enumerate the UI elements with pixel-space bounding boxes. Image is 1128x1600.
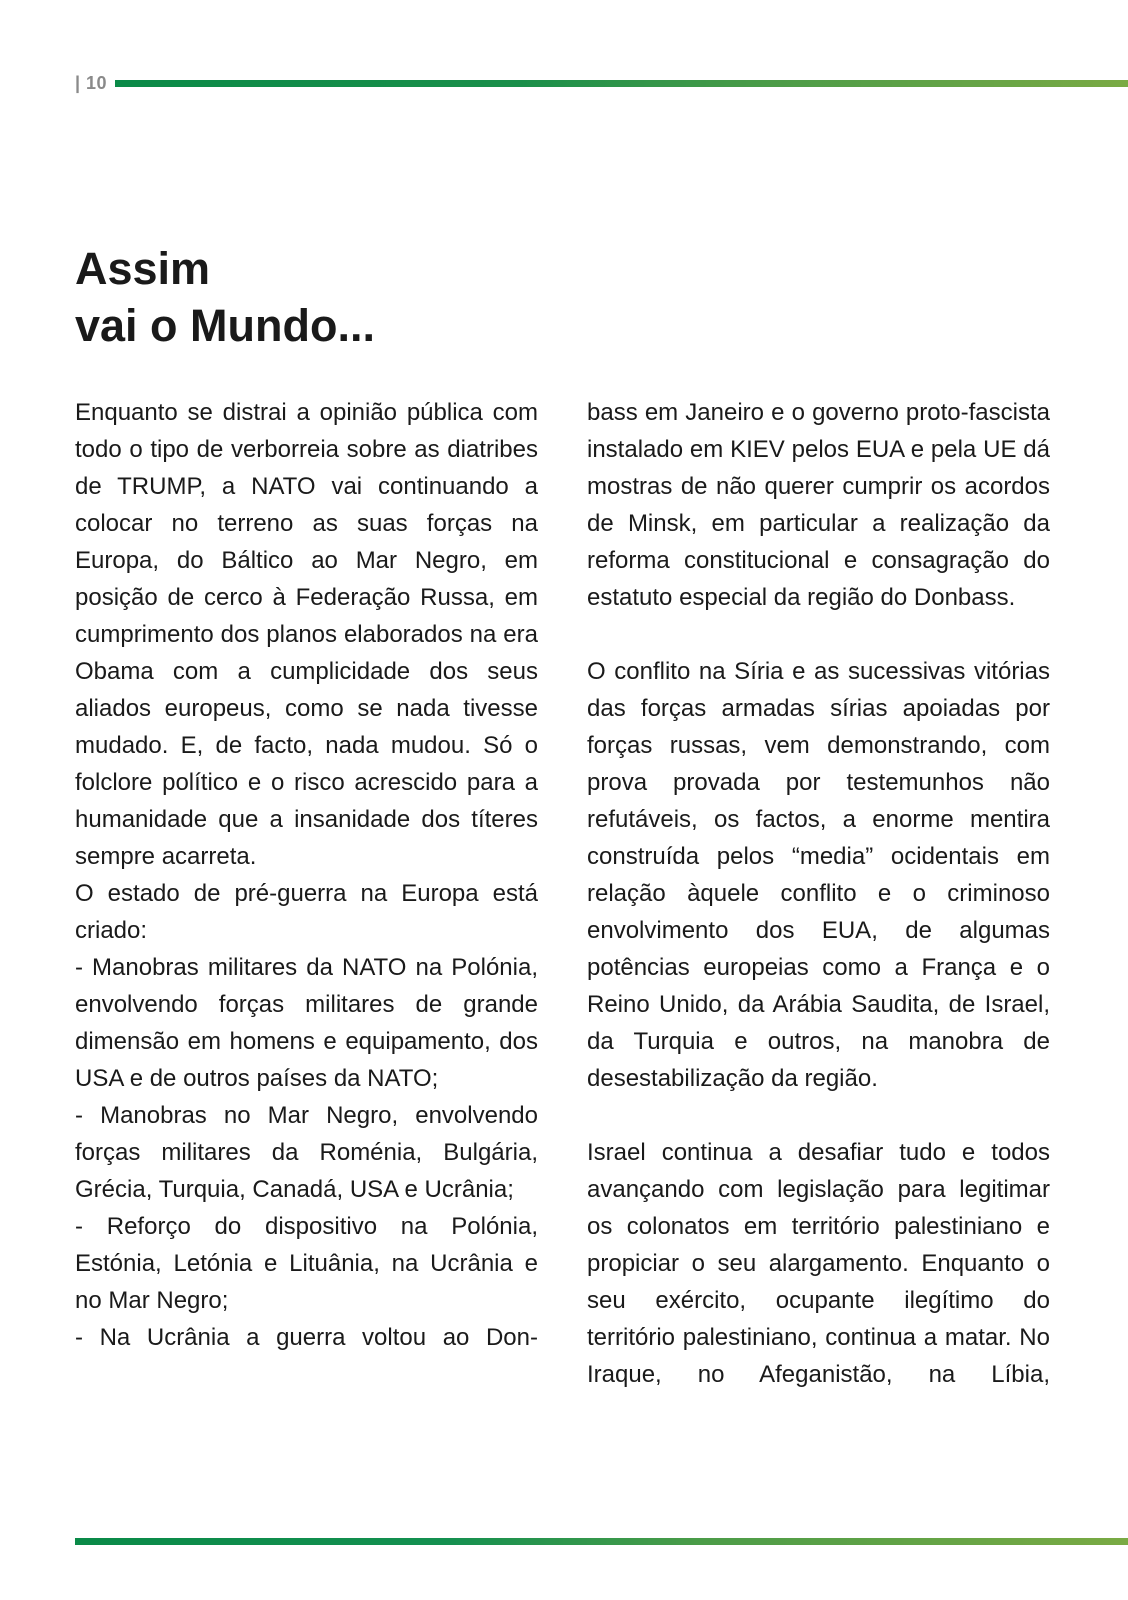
article-title-line-1: Assim: [75, 243, 211, 294]
paragraph: Israel continua a desafiar tudo e todos avançando com legislação para legitimar os colonatos em território palestiniano e propiciar o seu alargamento. Enquanto o seu exército, ocupante ilegítimo do território palestiniano, continua a matar. No Iraque, no Afeganistão, na Líbia,: [587, 1139, 1050, 1388]
paragraph: bass em Janeiro e o governo proto-fascista instalado em KIEV pelos EUA e pela UE dá mostras de não querer cumprir os acordos de Minsk, em particular a realização da reforma constitucional e consagração do estatuto especial da região do Donbass.: [587, 399, 1050, 611]
list-item: - Reforço do dispositivo na Polónia, Estónia, Letónia e Lituânia, na Ucrânia e no Mar Negro;: [75, 1213, 538, 1314]
paragraph: O estado de pré-guerra na Europa está criado:: [75, 880, 538, 944]
header-divider-bar: [115, 80, 1128, 87]
article-title-line-2: vai o Mundo...: [75, 300, 375, 351]
paragraph: Enquanto se distrai a opinião pública com todo o tipo de verborreia sobre as diatribes de TRUMP, a NATO vai continuando a colocar no terreno as suas forças na Europa, do Báltico ao Mar Negro, em posição de cerco à Federação Russa, em cumprimento dos planos elaborados na era Obama com a cumplicidade dos seus aliados europeus, como se nada tivesse mudado. E, de facto, nada mudou. Só o folclore político e o risco acrescido para a humanidade que a insanidade dos títeres sempre acarreta.: [75, 399, 538, 870]
left-text-column: [75, 394, 538, 1356]
footer-divider-bar: [75, 1538, 1128, 1545]
article-title: [75, 240, 375, 354]
list-item: - Na Ucrânia a guerra voltou ao Don-: [75, 1324, 538, 1351]
paragraph: O conflito na Síria e as sucessivas vitórias das forças armadas sírias apoiadas por forças russas, vem demonstrando, com prova provada por testemunhos não refutáveis, os factos, a enorme mentira construída pelos “media” ocidentais em relação àquele conflito e o criminoso envolvimento dos EUA, de algumas potências europeias como a França e o Reino Unido, da Arábia Saudita, de Israel, da Turquia e outros, na manobra de desestabilização da região.: [587, 658, 1050, 1092]
list-item: - Manobras militares da NATO na Polónia, envolvendo forças militares de grande dimensão em homens e equipamento, dos USA e de outros países da NATO;: [75, 954, 538, 1092]
right-text-column: [587, 394, 1050, 1393]
list-item: - Manobras no Mar Negro, envolvendo forças militares da Roménia, Bulgária, Grécia, Turquia, Canadá, USA e Ucrânia;: [75, 1102, 538, 1203]
page-header: [75, 72, 1128, 94]
page-number: | 10: [75, 72, 108, 93]
